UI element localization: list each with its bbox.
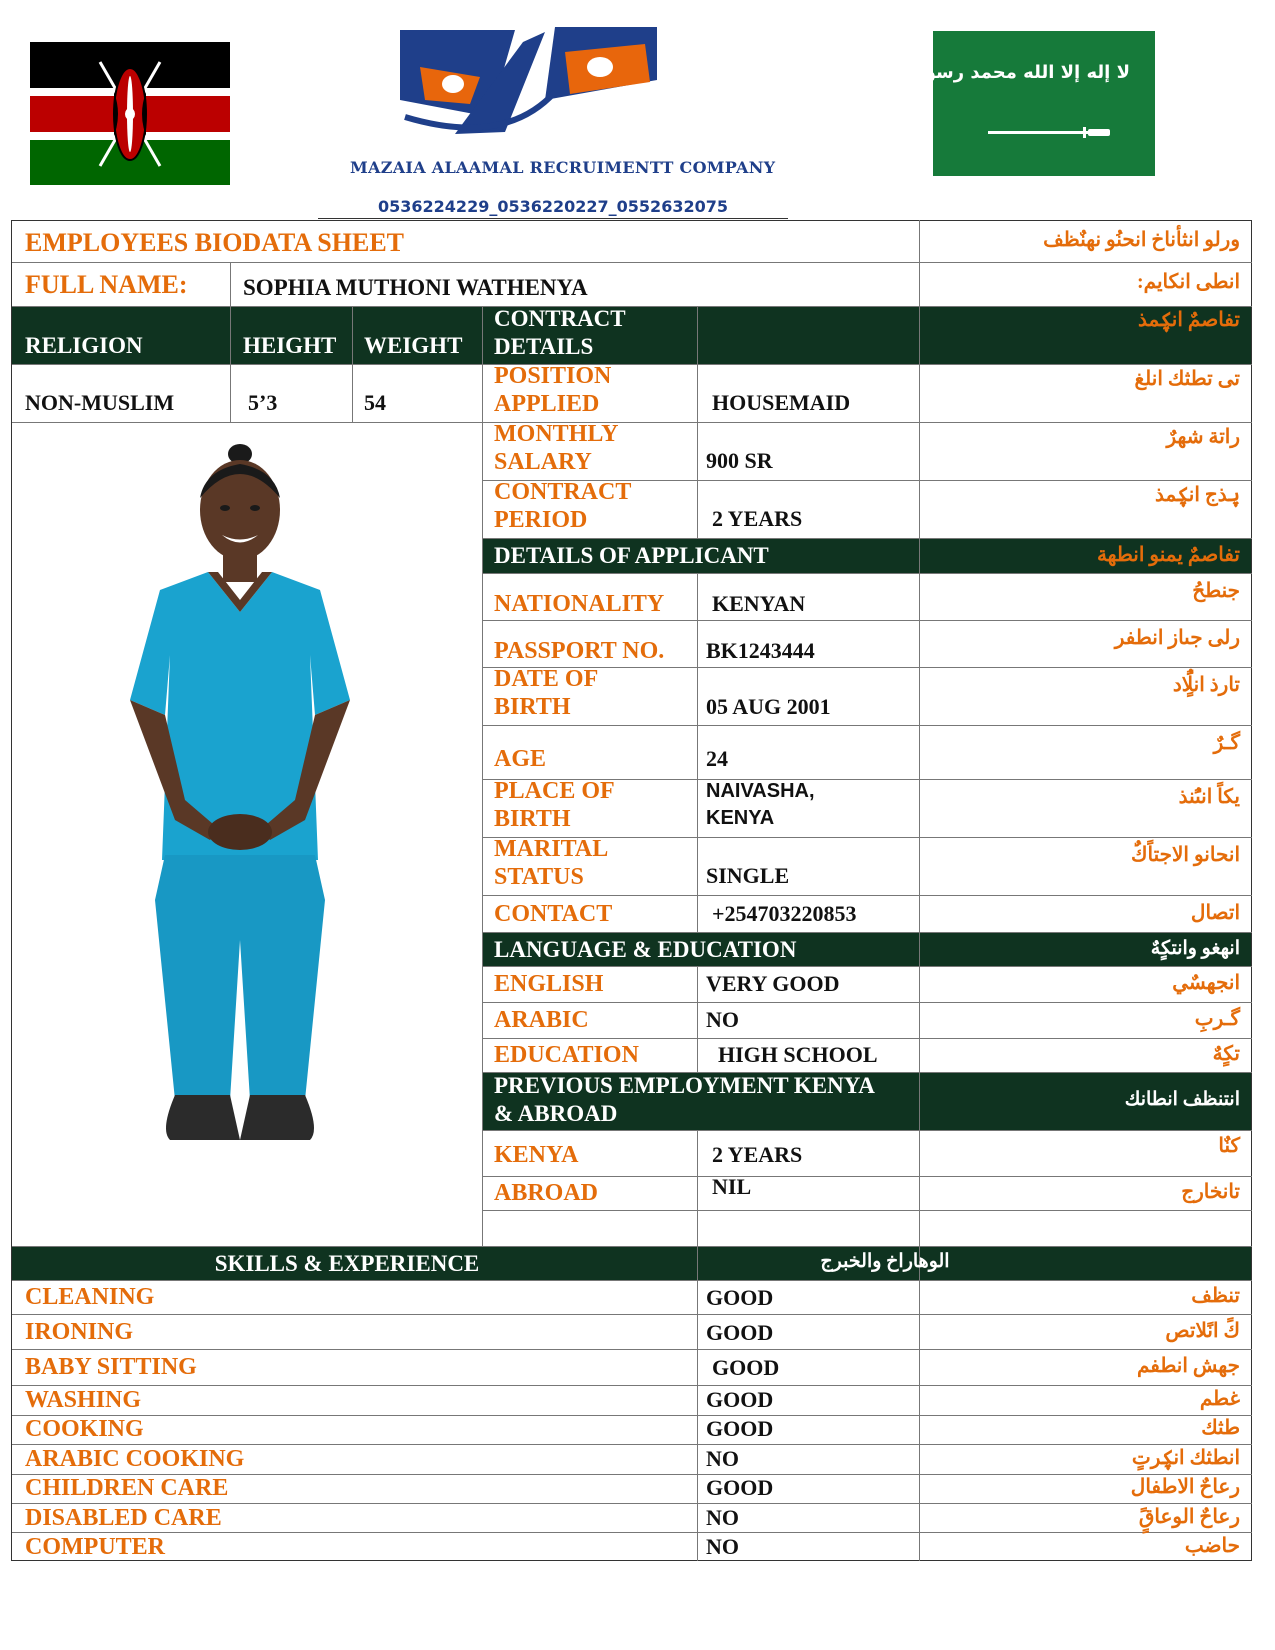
age-ar: گـرٌ [1213, 732, 1240, 754]
education-ar: تكٍهٌ [1212, 1043, 1240, 1065]
pob-value-1: NAIVASHA, [706, 780, 815, 802]
skill-cooking-ar: طثك [1201, 1417, 1240, 1439]
saudi-flag-shahada: لا إله إلا الله محمد رسول الله [871, 62, 1130, 83]
religion-label: RELIGION [25, 333, 143, 358]
pob-label-1: PLACE OF [494, 778, 615, 804]
nationality-value: KENYAN [712, 591, 806, 616]
skill-baby-sitting-value: GOOD [712, 1355, 780, 1380]
age-label: AGE [494, 746, 547, 772]
company-phones: 0536224229_0536220227_0552632075 [318, 197, 788, 219]
position-ar: تی تطثك انلغ [1134, 368, 1240, 390]
contract-header-line1: CONTRACT [494, 306, 626, 331]
age-value: 24 [706, 746, 728, 771]
skill-baby-sitting-ar: جهش انطفم [1136, 1355, 1240, 1377]
pob-label-2: BIRTH [494, 806, 571, 832]
saudi-arabia-flag-icon [871, 31, 1155, 176]
passport-label: PASSPORT NO. [494, 638, 665, 664]
dob-value: 05 AUG 2001 [706, 694, 831, 719]
skill-cooking-label: COOKING [25, 1416, 144, 1442]
skill-disabled-care-value: NO [706, 1505, 739, 1530]
english-label: ENGLISH [494, 971, 604, 997]
weight-label: WEIGHT [364, 333, 463, 358]
passport-ar: رلی جىاز انطفر [1114, 627, 1240, 649]
skill-computer-value: NO [706, 1534, 739, 1559]
skill-washing-label: WASHING [25, 1387, 142, 1413]
salary-label-2: SALARY [494, 449, 592, 475]
marital-ar: انحانو الاجتاًكٌُ [1131, 844, 1240, 866]
skills-header-ar: الوهاراخ والخبرج [820, 1251, 950, 1272]
sheet-title: EMPLOYEES BIODATA SHEET [25, 228, 405, 257]
skill-washing-ar: غطم [1199, 1388, 1240, 1410]
skill-ironing-label: IRONING [25, 1319, 134, 1345]
period-ar: ۑذج انؼِمذ [1154, 484, 1240, 506]
education-label: EDUCATION [494, 1042, 639, 1068]
language-header: LANGUAGE & EDUCATION [494, 937, 797, 962]
contract-header-ar: تفاصمٌ انؼِمذ [1138, 309, 1240, 331]
skill-arabic-cooking-value: NO [706, 1446, 739, 1471]
height-label: HEIGHT [243, 333, 337, 358]
document-header [0, 0, 1275, 225]
skill-disabled-care-ar: رعاحٌ الوعاقًٍ [1138, 1506, 1240, 1528]
skill-ironing-value: GOOD [706, 1320, 774, 1345]
applicant-header-ar: تفاصمٌ يمنو انطهة [1096, 544, 1240, 566]
skill-washing-value: GOOD [706, 1387, 774, 1412]
skill-children-care-value: GOOD [706, 1475, 774, 1500]
skill-children-care-label: CHILDREN CARE [25, 1475, 229, 1501]
nationality-label: NATIONALITY [494, 591, 665, 617]
applicant-header: DETAILS OF APPLICANT [494, 543, 769, 568]
company-name: MAZAIA ALAAMAL RECRUIMENTT COMPANY [350, 158, 776, 177]
nationality-ar: جنطحُ [1192, 580, 1240, 602]
dob-ar: تارذ انلًٍُاد [1172, 674, 1240, 696]
contact-ar: اتصال [1190, 902, 1240, 924]
religion-value: NON-MUSLIM [25, 390, 175, 415]
dob-label-2: BIRTH [494, 694, 571, 720]
kenya-value: 2 YEARS [712, 1142, 803, 1167]
language-header-ar: انهغو وانتكٍهٌ [1150, 938, 1240, 959]
skill-baby-sitting-label: BABY SITTING [25, 1354, 197, 1380]
abroad-label: ABROAD [494, 1180, 599, 1206]
skills-header: SKILLS & EXPERIENCE [214, 1251, 480, 1276]
marital-label-1: MARITAL [494, 836, 609, 862]
full-name-label: FULL NAME: [25, 270, 188, 299]
pob-ar: يكاً انىًُنذ [1178, 786, 1240, 808]
skill-cleaning-ar: تنظف [1191, 1285, 1240, 1307]
employment-header-ar: انتنظف انطانك [1124, 1089, 1240, 1110]
contract-header-line2: DETAILS [494, 334, 594, 359]
english-value: VERY GOOD [706, 971, 840, 996]
employment-header-line1: PREVIOUS EMPLOYMENT KENYA [494, 1073, 875, 1098]
skill-children-care-ar: رعاحٌ الاطفال [1130, 1476, 1240, 1498]
period-label-1: CONTRACT [494, 479, 632, 505]
sheet-title-ar: ورلو انثأناخ انحنُو نهنٌظف [1043, 229, 1240, 251]
height-value: 5’3 [248, 390, 278, 415]
pob-value-2: KENYA [706, 807, 775, 829]
position-label-1: POSITION [494, 363, 612, 389]
period-label-2: PERIOD [494, 507, 588, 533]
contact-label: CONTACT [494, 901, 613, 927]
abroad-value: NIL [712, 1174, 752, 1199]
skill-arabic-cooking-label: ARABIC COOKING [25, 1446, 245, 1472]
marital-value: SINGLE [706, 863, 790, 888]
salary-label-1: MONTHLY [494, 421, 619, 447]
skill-computer-ar: حاضب [1184, 1535, 1240, 1557]
contact-value: +254703220853 [712, 901, 857, 926]
passport-value: BK1243444 [706, 638, 815, 663]
kenya-flag-icon [30, 42, 230, 185]
arabic-value: NO [706, 1007, 739, 1032]
period-value: 2 YEARS [712, 506, 803, 531]
kenya-label: KENYA [494, 1142, 579, 1168]
skill-cleaning-label: CLEANING [25, 1284, 155, 1310]
skill-ironing-ar: كً انًلاتص [1165, 1320, 1240, 1342]
full-name-value: SOPHIA MUTHONI WATHENYA [243, 275, 588, 300]
weight-value: 54 [364, 390, 386, 415]
company-logo-icon [395, 22, 675, 140]
position-label-2: APPLIED [494, 391, 600, 417]
applicant-photo [90, 440, 400, 1230]
abroad-ar: تانخارج [1181, 1181, 1240, 1203]
employment-header-line2: & ABROAD [494, 1101, 618, 1126]
salary-value: 900 SR [706, 448, 773, 473]
skill-computer-label: COMPUTER [25, 1534, 165, 1560]
education-value: HIGH SCHOOL [718, 1042, 878, 1067]
arabic-ar: گـربِ [1194, 1008, 1240, 1030]
salary-ar: راتة شهرٌ [1166, 426, 1240, 448]
marital-label-2: STATUS [494, 864, 584, 890]
kenya-ar: كنٌا [1218, 1135, 1240, 1157]
full-name-ar: انطی انكايم: [1137, 271, 1240, 293]
english-ar: انجهسٌي [1172, 972, 1240, 994]
arabic-label: ARABIC [494, 1007, 589, 1033]
position-value: HOUSEMAID [712, 390, 851, 415]
dob-label-1: DATE OF [494, 666, 599, 692]
skill-disabled-care-label: DISABLED CARE [25, 1505, 222, 1531]
skill-arabic-cooking-ar: انطثك انؼِرتٍ [1131, 1447, 1240, 1469]
skill-cooking-value: GOOD [706, 1416, 774, 1441]
skill-cleaning-value: GOOD [706, 1285, 774, 1310]
